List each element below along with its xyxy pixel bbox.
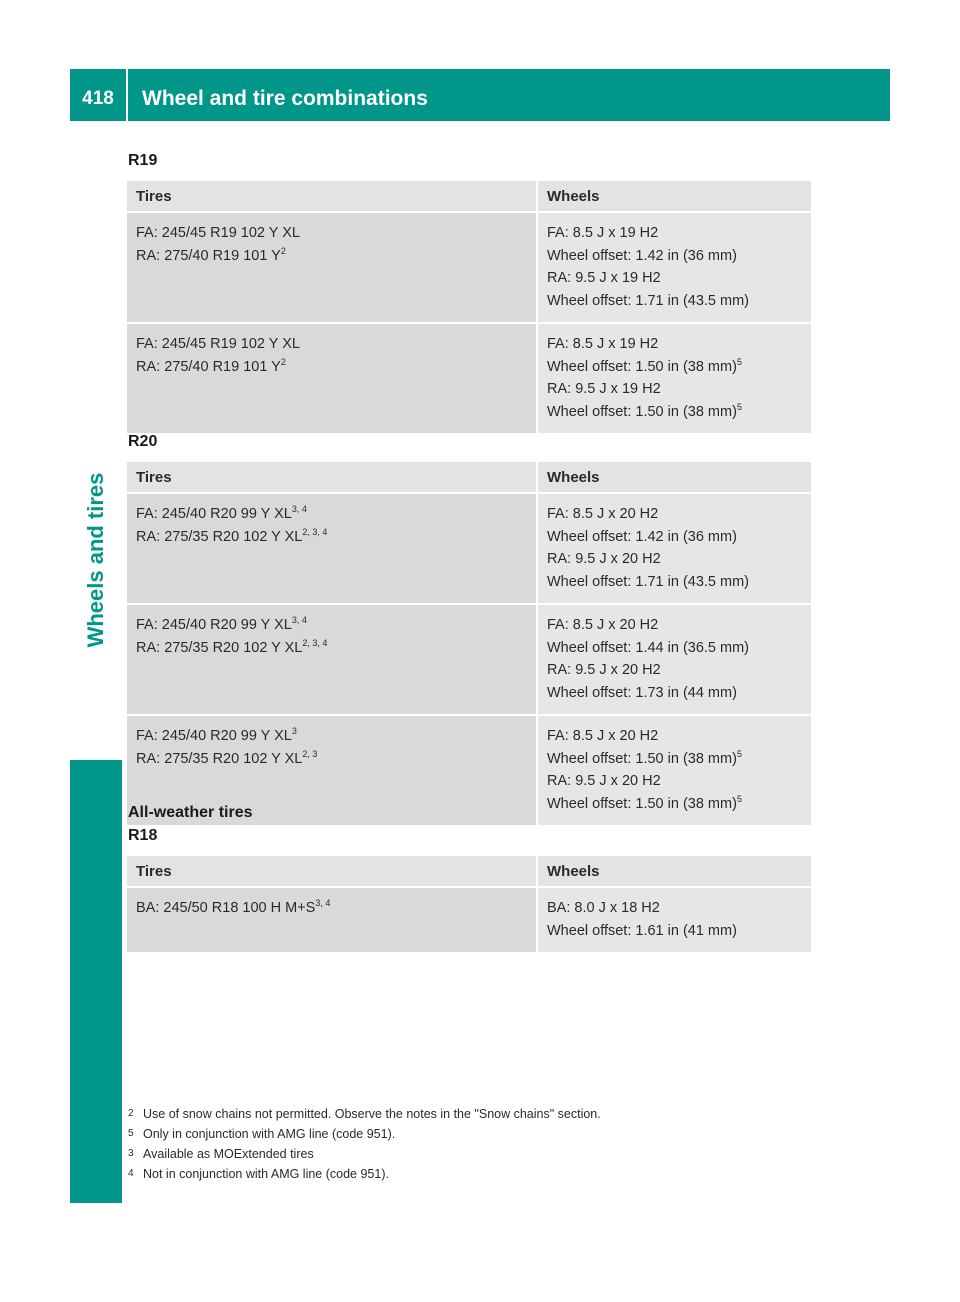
- table-row: [127, 887, 811, 952]
- wheel-spec-line: [547, 682, 802, 705]
- tire-spec-line: [136, 222, 527, 245]
- section-heading-r19: R19: [128, 152, 158, 169]
- wheel-spec-line: [547, 637, 802, 660]
- wheel-spec-line: [547, 920, 802, 943]
- column-header-wheels: Wheels: [537, 181, 811, 212]
- wheel-spec-line: [547, 222, 802, 245]
- wheel-spec-line: [547, 897, 802, 920]
- column-header-wheels: Wheels: [537, 856, 811, 887]
- table-r18: [127, 856, 811, 952]
- spec-text: FA: 8.5 J x 19 H2: [547, 225, 659, 241]
- spec-text: FA: 8.5 J x 20 H2: [547, 617, 659, 633]
- wheel-spec-line: [547, 503, 802, 526]
- footnote-text: Only in conjunction with AMG line (code 951).: [143, 1127, 396, 1141]
- spec-text: Wheel offset: 1.42 in (36 mm): [547, 247, 737, 264]
- spec-text: Wheel offset: 1.50 in (38 mm): [547, 795, 737, 812]
- table-row: [127, 493, 811, 604]
- footnote-reference: 3, 4: [315, 898, 331, 909]
- footnote-reference: 5: [736, 748, 742, 759]
- wheels-cell: [537, 715, 811, 825]
- spec-text: Wheel offset: 1.50 in (38 mm): [547, 750, 737, 767]
- wheel-spec-line: [547, 770, 802, 793]
- wheel-spec-line: [547, 378, 802, 401]
- tire-spec-line: [136, 637, 527, 660]
- spec-text: FA: 245/45 R19 102 Y XL: [136, 336, 300, 352]
- wheel-spec-line: [547, 725, 802, 748]
- spec-text: Wheel offset: 1.50 in (38 mm): [547, 358, 737, 375]
- wheel-spec-line: [547, 267, 802, 290]
- spec-text: FA: 245/40 R20 99 Y XL: [136, 617, 292, 633]
- table-row: [127, 212, 811, 323]
- table-header-row: [127, 856, 811, 887]
- table-row: [127, 323, 811, 433]
- tire-spec-line: [136, 356, 527, 379]
- side-color-bar: [70, 760, 122, 1203]
- wheel-spec-line: [547, 526, 802, 549]
- wheels-cell: [537, 493, 811, 604]
- tire-spec-line: [136, 333, 527, 356]
- side-section-label: Wheels and tires: [83, 472, 108, 648]
- tires-cell: [127, 212, 537, 323]
- section-heading-r18: R18: [128, 827, 158, 844]
- spec-text: RA: 275/40 R19 101 Y: [136, 358, 281, 375]
- footnote-text: Use of snow chains not permitted. Observe the notes in the "Snow chains" section.: [143, 1107, 601, 1121]
- wheel-spec-line: [547, 356, 802, 379]
- page-title: Wheel and tire combinations: [142, 87, 428, 110]
- spec-text: FA: 245/40 R20 99 Y XL: [136, 506, 292, 522]
- wheel-spec-line: [547, 571, 802, 594]
- footnote: [128, 1104, 601, 1124]
- tire-spec-line: [136, 897, 527, 920]
- column-header-tires: Tires: [127, 856, 537, 887]
- spec-text: Wheel offset: 1.50 in (38 mm): [547, 403, 737, 420]
- tire-spec-line: [136, 503, 527, 526]
- footnote-reference: 5: [736, 356, 742, 367]
- spec-text: Wheel offset: 1.71 in (43.5 mm): [547, 573, 750, 590]
- footnote: [128, 1144, 601, 1164]
- footnote-text: Not in conjunction with AMG line (code 951).: [143, 1167, 389, 1181]
- tire-spec-line: [136, 748, 527, 771]
- header-divider: [126, 69, 128, 121]
- spec-text: RA: 9.5 J x 20 H2: [547, 773, 661, 789]
- spec-text: Wheel offset: 1.71 in (43.5 mm): [547, 292, 750, 309]
- spec-text: Wheel offset: 1.44 in (36.5 mm): [547, 639, 750, 656]
- wheels-cell: [537, 323, 811, 433]
- spec-text: RA: 9.5 J x 20 H2: [547, 551, 661, 567]
- spec-text: FA: 8.5 J x 19 H2: [547, 336, 659, 352]
- spec-text: Wheel offset: 1.42 in (36 mm): [547, 528, 737, 545]
- wheel-spec-line: [547, 290, 802, 313]
- table-row: [127, 604, 811, 715]
- spec-text: FA: 8.5 J x 20 H2: [547, 506, 659, 522]
- tire-spec-line: [136, 614, 527, 637]
- footnote: [128, 1124, 601, 1144]
- footnote-number: 3: [128, 1148, 134, 1159]
- spec-text: RA: 275/35 R20 102 Y XL: [136, 528, 303, 545]
- spec-text: RA: 9.5 J x 19 H2: [547, 381, 661, 397]
- table-r19: [127, 181, 811, 433]
- wheel-spec-line: [547, 245, 802, 268]
- section-heading-r20: R20: [128, 433, 158, 450]
- spec-text: RA: 9.5 J x 20 H2: [547, 662, 661, 678]
- wheels-cell: [537, 212, 811, 323]
- spec-text: BA: 245/50 R18 100 H M+S: [136, 900, 316, 916]
- footnote-reference: 2, 3, 4: [302, 526, 328, 537]
- spec-text: RA: 9.5 J x 19 H2: [547, 270, 661, 286]
- side-section-tab: [70, 360, 122, 760]
- spec-text: Wheel offset: 1.61 in (41 mm): [547, 922, 737, 939]
- footnote-number: 4: [128, 1168, 134, 1179]
- table-r20: [127, 462, 811, 825]
- footnote-reference: 2: [280, 356, 286, 367]
- wheel-spec-line: [547, 614, 802, 637]
- tires-cell: [127, 323, 537, 433]
- footnotes: [128, 1104, 601, 1184]
- footnote-text: Available as MOExtended tires: [143, 1147, 314, 1161]
- column-header-tires: Tires: [127, 462, 537, 493]
- table-header-row: [127, 462, 811, 493]
- spec-text: RA: 275/35 R20 102 Y XL: [136, 750, 303, 767]
- tire-spec-line: [136, 526, 527, 549]
- footnote-reference: 3: [291, 726, 297, 737]
- spec-text: FA: 245/40 R20 99 Y XL: [136, 728, 292, 744]
- wheels-cell: [537, 887, 811, 952]
- page-header: [70, 69, 890, 121]
- wheel-spec-line: [547, 659, 802, 682]
- footnote-reference: 2, 3: [302, 748, 318, 759]
- wheel-spec-line: [547, 548, 802, 571]
- tires-cell: [127, 604, 537, 715]
- spec-text: Wheel offset: 1.73 in (44 mm): [547, 684, 737, 701]
- section-title-all-weather: All-weather tires: [128, 804, 253, 821]
- footnote-reference: 2, 3, 4: [302, 637, 328, 648]
- footnote-reference: 5: [736, 401, 742, 412]
- wheel-spec-line: [547, 333, 802, 356]
- wheel-spec-line: [547, 748, 802, 771]
- footnote-reference: 3, 4: [291, 504, 307, 515]
- spec-text: RA: 275/40 R19 101 Y: [136, 247, 281, 264]
- tires-cell: [127, 887, 537, 952]
- spec-text: FA: 245/45 R19 102 Y XL: [136, 225, 300, 241]
- table-header-row: [127, 181, 811, 212]
- spec-text: RA: 275/35 R20 102 Y XL: [136, 639, 303, 656]
- spec-text: BA: 8.0 J x 18 H2: [547, 900, 660, 916]
- wheel-spec-line: [547, 401, 802, 424]
- footnote-number: 2: [128, 1108, 134, 1119]
- footnote: [128, 1164, 601, 1184]
- footnote-reference: 2: [280, 245, 286, 256]
- footnote-reference: 5: [736, 793, 742, 804]
- tire-spec-line: [136, 725, 527, 748]
- footnote-number: 5: [128, 1128, 134, 1139]
- tires-cell: [127, 493, 537, 604]
- tire-spec-line: [136, 245, 527, 268]
- wheel-spec-line: [547, 793, 802, 816]
- column-header-wheels: Wheels: [537, 462, 811, 493]
- page-number: 418: [82, 88, 114, 109]
- column-header-tires: Tires: [127, 181, 537, 212]
- wheels-cell: [537, 604, 811, 715]
- spec-text: FA: 8.5 J x 20 H2: [547, 728, 659, 744]
- footnote-reference: 3, 4: [291, 615, 307, 626]
